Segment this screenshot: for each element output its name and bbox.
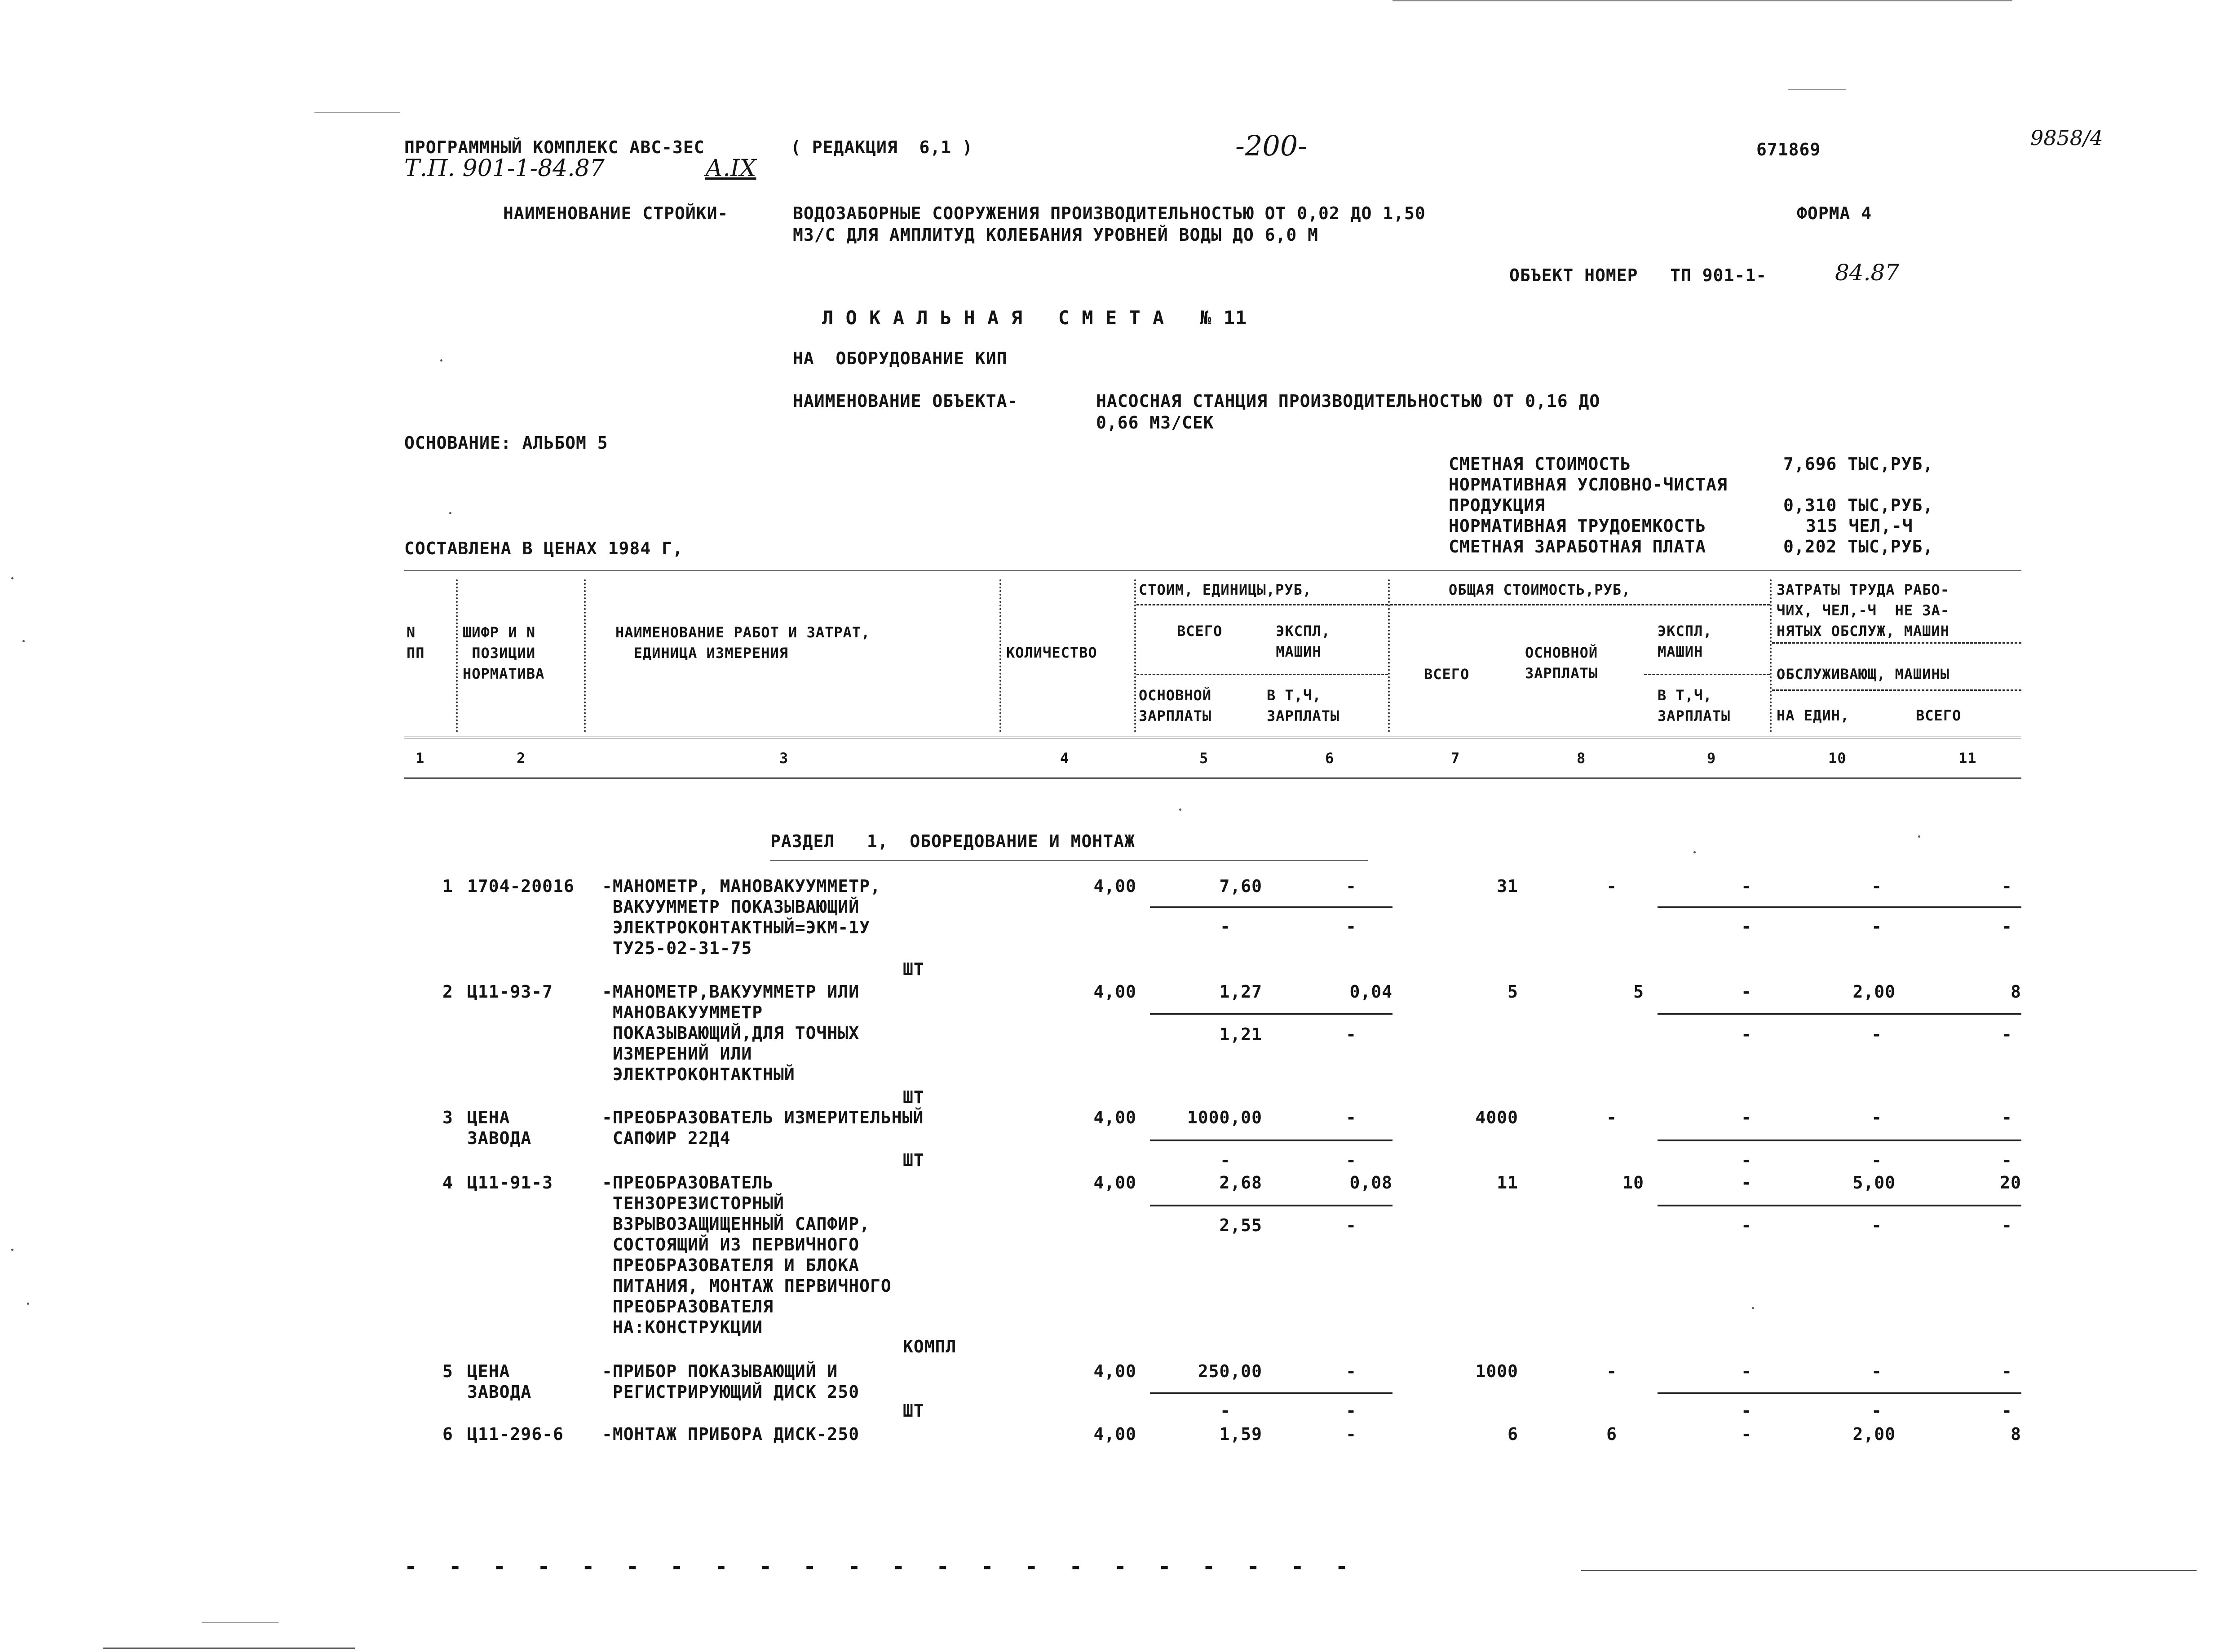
scan-edge-line bbox=[1392, 0, 2012, 1]
row-unit-machine-wages: - bbox=[1346, 1025, 1357, 1044]
stroika-label: НАИМЕНОВАНИЕ СТРОЙКИ- bbox=[503, 203, 729, 223]
row-labor-per-unit: 5,00 bbox=[1852, 1173, 1896, 1193]
row-unit-machine-wages: - bbox=[1346, 917, 1357, 936]
rule bbox=[1136, 604, 1388, 605]
row-total: 4000 bbox=[1475, 1108, 1518, 1127]
row-labor-total: 20 bbox=[2000, 1173, 2021, 1193]
summary-label: СМЕТНАЯ СТОИМОСТЬ bbox=[1449, 454, 1631, 474]
summary-label: ПРОДУКЦИЯ bbox=[1449, 495, 1545, 515]
row-total-machines: - bbox=[1741, 982, 1752, 1002]
column-number: 9 bbox=[1707, 750, 1716, 767]
scan-speck bbox=[440, 359, 442, 362]
column-divider bbox=[1134, 579, 1136, 732]
col-header-labor-total: ВСЕГО bbox=[1916, 707, 1962, 724]
row-total: 5 bbox=[1507, 982, 1518, 1002]
row-number: 5 bbox=[442, 1361, 453, 1381]
row-unit-wages: - bbox=[1220, 917, 1231, 936]
cell-rule bbox=[1150, 1392, 1392, 1394]
row-labor-total: - bbox=[2002, 1108, 2012, 1127]
rule bbox=[1772, 642, 2021, 644]
column-divider bbox=[1770, 579, 1772, 732]
col-header-unit-machines: ЭКСПЛ, МАШИН bbox=[1276, 623, 1331, 660]
row-total-wages: - bbox=[1606, 1108, 1617, 1127]
row-number: 6 bbox=[442, 1424, 453, 1444]
cell-rule bbox=[1150, 1205, 1392, 1206]
row-quantity: 4,00 bbox=[1093, 1361, 1136, 1381]
row-unit-wages: - bbox=[1220, 1150, 1231, 1170]
section-underline bbox=[770, 859, 1368, 863]
scan-edge-line bbox=[1788, 89, 1846, 90]
column-divider bbox=[1388, 579, 1390, 732]
osnovanie: ОСНОВАНИЕ: АЛЬБОМ 5 bbox=[404, 433, 608, 453]
section-title: РАЗДЕЛ 1, ОБОРЕДОВАНИЕ И МОНТАЖ bbox=[770, 831, 1135, 851]
summary-value: 7,696 ТЫС,РУБ, bbox=[1783, 454, 1934, 474]
row-labor-per-unit-sub: - bbox=[1871, 1215, 1882, 1235]
cell-rule bbox=[1150, 1013, 1392, 1015]
row-total-wages: 6 bbox=[1606, 1424, 1617, 1444]
scan-speck bbox=[27, 1303, 29, 1305]
summary-label: СМЕТНАЯ ЗАРАБОТНАЯ ПЛАТА bbox=[1449, 537, 1706, 557]
rule bbox=[1644, 674, 1770, 675]
rule bbox=[1772, 689, 2021, 691]
row-unit-machine-wages: - bbox=[1346, 1401, 1357, 1421]
row-name: -МАНОМЕТР, МАНОВАКУУММЕТР, ВАКУУММЕТР ПОКАЗЫВАЮЩИЙ ЭЛЕКТРОКОНТАКТНЫЙ=ЭКМ-1У ТУ25-02-31-75 bbox=[602, 876, 881, 958]
row-total-machine-wages: - bbox=[1741, 1150, 1752, 1170]
cell-rule bbox=[1150, 1140, 1392, 1141]
footer-rule bbox=[1581, 1570, 2197, 1571]
edition: ( РЕДАКЦИЯ 6,1 ) bbox=[791, 137, 973, 157]
scan-speck bbox=[1693, 851, 1696, 853]
row-unit-machines: - bbox=[1346, 876, 1357, 896]
row-quantity: 4,00 bbox=[1093, 1424, 1136, 1444]
row-labor-per-unit-sub: - bbox=[1871, 917, 1882, 936]
stroika-line-2: М3/С ДЛЯ АМПЛИТУД КОЛЕБАНИЯ УРОВНЕЙ ВОДЫ ДО 6,0 М bbox=[793, 225, 1319, 245]
row-total-machines: - bbox=[1741, 1173, 1752, 1193]
col-header-unit-machine-wages: В Т,Ч, ЗАРПЛАТЫ bbox=[1267, 687, 1340, 724]
object-name-line-2: 0,66 М3/СЕК bbox=[1096, 413, 1214, 433]
row-total-wages: 10 bbox=[1622, 1173, 1644, 1193]
row-unit-machines: - bbox=[1346, 1424, 1357, 1444]
prices-year: СОСТАВЛЕНА В ЦЕНАХ 1984 Г, bbox=[404, 539, 683, 558]
page-number: -200- bbox=[1235, 129, 1308, 162]
row-total-machines: - bbox=[1741, 876, 1752, 896]
column-number: 1 bbox=[416, 750, 425, 767]
scan-speck bbox=[11, 1249, 13, 1251]
scan-edge-line bbox=[202, 1622, 278, 1623]
cell-rule bbox=[1658, 906, 2021, 908]
row-code: ЦЕНА ЗАВОДА bbox=[467, 1361, 532, 1402]
cell-rule bbox=[1150, 906, 1392, 908]
column-number: 4 bbox=[1060, 750, 1070, 767]
footer-dashes: - - - - - - - - - - - - - - - - - - - - - - bbox=[404, 1554, 1350, 1579]
row-unit: ШТ bbox=[903, 959, 924, 979]
row-unit-machine-wages: - bbox=[1346, 1215, 1357, 1235]
scan-edge-line bbox=[103, 1648, 355, 1649]
handwritten-album: А.IX bbox=[705, 155, 756, 182]
col-header-labor-sub: ОБСЛУЖИВАЮЩ, МАШИНЫ bbox=[1777, 666, 1950, 683]
row-number: 2 bbox=[442, 982, 453, 1002]
col-header-unit-wages: ОСНОВНОЙ ЗАРПЛАТЫ bbox=[1139, 687, 1212, 724]
row-unit: ШТ bbox=[903, 1087, 924, 1107]
row-unit-machines: - bbox=[1346, 1108, 1357, 1127]
row-total-machine-wages: - bbox=[1741, 917, 1752, 936]
summary-value: 0,310 ТЫС,РУБ, bbox=[1783, 495, 1934, 515]
col-group-total-cost: ОБЩАЯ СТОИМОСТЬ,РУБ, bbox=[1449, 581, 1631, 598]
row-labor-total-sub: - bbox=[2002, 1401, 2012, 1421]
object-number-label: ОБЪЕКТ НОМЕР ТП 901-1- bbox=[1509, 265, 1767, 285]
rule bbox=[1390, 604, 1770, 605]
row-labor-total: 8 bbox=[2011, 1424, 2021, 1444]
row-quantity: 4,00 bbox=[1093, 982, 1136, 1002]
summary-label: НОРМАТИВНАЯ ТРУДОЕМКОСТЬ bbox=[1449, 516, 1706, 536]
scan-speck bbox=[449, 512, 451, 514]
document-id: 671869 bbox=[1756, 140, 1821, 159]
column-divider bbox=[584, 579, 586, 732]
row-labor-total-sub: - bbox=[2002, 1215, 2012, 1235]
scan-speck bbox=[11, 577, 13, 579]
row-total-machines: - bbox=[1741, 1361, 1752, 1381]
col-header-total-machines: ЭКСПЛ, МАШИН bbox=[1658, 623, 1712, 660]
row-code: 1704-20016 bbox=[467, 876, 575, 896]
handwritten-tp: Т.П. 901-1-84.87 bbox=[404, 155, 605, 182]
col-header-quantity: КОЛИЧЕСТВО bbox=[1006, 644, 1097, 661]
row-labor-per-unit-sub: - bbox=[1871, 1025, 1882, 1044]
row-quantity: 4,00 bbox=[1093, 1173, 1136, 1193]
col-header-total-wages: ОСНОВНОЙ ЗАРПЛАТЫ bbox=[1525, 644, 1598, 682]
row-total-machines: - bbox=[1741, 1424, 1752, 1444]
summary-value: 0,202 ТЫС,РУБ, bbox=[1783, 537, 1934, 557]
row-labor-per-unit-sub: - bbox=[1871, 1150, 1882, 1170]
row-total: 31 bbox=[1497, 876, 1518, 896]
col-header-total-machine-wages: В Т,Ч, ЗАРПЛАТЫ bbox=[1658, 687, 1731, 724]
row-name: -МОНТАЖ ПРИБОРА ДИСК-250 bbox=[602, 1424, 860, 1444]
scan-speck bbox=[1918, 835, 1920, 838]
row-name: -МАНОМЕТР,ВАКУУММЕТР ИЛИ МАНОВАКУУММЕТР ПОКАЗЫВАЮЩИЙ,ДЛЯ ТОЧНЫХ ИЗМЕРЕНИЙ ИЛИ ЭЛЕКТРОКОНТАКТНЫЙ bbox=[602, 982, 860, 1084]
row-labor-per-unit: 2,00 bbox=[1852, 982, 1896, 1002]
row-code: Ц11-296-6 bbox=[467, 1424, 564, 1444]
rule bbox=[1136, 674, 1388, 675]
cell-rule bbox=[1658, 1205, 2021, 1206]
row-total: 1000 bbox=[1475, 1361, 1518, 1381]
row-unit-wages: - bbox=[1220, 1401, 1231, 1421]
document-subtitle: НА ОБОРУДОВАНИЕ КИП bbox=[793, 349, 1008, 368]
table-header-rule bbox=[404, 737, 2021, 741]
row-number: 4 bbox=[442, 1173, 453, 1193]
document-title: Л О К А Л Ь Н А Я С М Е Т А № 11 bbox=[822, 307, 1247, 329]
col-header-total: ВСЕГО bbox=[1424, 666, 1470, 683]
row-unit-machines: 0,08 bbox=[1349, 1173, 1392, 1193]
row-code: Ц11-93-7 bbox=[467, 982, 553, 1002]
program-name: ПРОГРАММНЫЙ КОМПЛЕКС АВС-3ЕС bbox=[404, 137, 705, 157]
row-labor-total: - bbox=[2002, 876, 2012, 896]
row-unit-wages: 2,55 bbox=[1219, 1215, 1262, 1235]
row-labor-per-unit: - bbox=[1871, 876, 1882, 896]
table-top-rule bbox=[404, 570, 2021, 575]
row-unit-cost: 250,00 bbox=[1198, 1361, 1262, 1381]
row-labor-total: 8 bbox=[2011, 982, 2021, 1002]
scan-speck bbox=[1752, 1307, 1754, 1309]
cell-rule bbox=[1658, 1013, 2021, 1015]
column-number: 8 bbox=[1577, 750, 1586, 767]
column-number: 10 bbox=[1828, 750, 1847, 767]
col-group-labor: ЗАТРАТЫ ТРУДА РАБО- ЧИХ, ЧЕЛ,-Ч НЕ ЗА- НЯТЫХ ОБСЛУЖ, МАШИН bbox=[1777, 581, 1950, 640]
scan-edge-line bbox=[314, 112, 400, 113]
row-unit-cost: 1,27 bbox=[1219, 982, 1262, 1002]
row-code: Ц11-91-3 bbox=[467, 1173, 553, 1193]
row-unit-cost: 1000,00 bbox=[1187, 1108, 1262, 1127]
table-columns-rule bbox=[404, 777, 2021, 782]
col-header-code: ШИФР И N ПОЗИЦИИ НОРМАТИВА bbox=[463, 624, 545, 682]
row-total-machines: - bbox=[1741, 1108, 1752, 1127]
row-name: -ПРЕОБРАЗОВАТЕЛЬ ИЗМЕРИТЕЛЬНЫЙ САПФИР 22Д4 bbox=[602, 1108, 924, 1148]
row-total: 11 bbox=[1497, 1173, 1518, 1193]
row-total-machine-wages: - bbox=[1741, 1025, 1752, 1044]
row-total-wages: - bbox=[1606, 1361, 1617, 1381]
row-labor-total: - bbox=[2002, 1361, 2012, 1381]
row-labor-total-sub: - bbox=[2002, 917, 2012, 936]
row-labor-total-sub: - bbox=[2002, 1025, 2012, 1044]
column-divider bbox=[456, 579, 458, 732]
row-number: 1 bbox=[442, 876, 453, 896]
summary-value: 315 ЧЕЛ,-Ч bbox=[1806, 516, 1913, 536]
object-name-line-1: НАСОСНАЯ СТАНЦИЯ ПРОИЗВОДИТЕЛЬНОСТЬЮ ОТ 0,16 ДО bbox=[1096, 391, 1600, 411]
column-number: 6 bbox=[1325, 750, 1335, 767]
object-name-label: НАИМЕНОВАНИЕ ОБЪЕКТА- bbox=[793, 391, 1018, 411]
row-quantity: 4,00 bbox=[1093, 1108, 1136, 1127]
row-quantity: 4,00 bbox=[1093, 876, 1136, 896]
corner-note: 9858/4 bbox=[2030, 126, 2103, 150]
col-group-unit-cost: СТОИМ, ЕДИНИЦЫ,РУБ, bbox=[1139, 581, 1312, 598]
row-unit-cost: 1,59 bbox=[1219, 1424, 1262, 1444]
row-total-machine-wages: - bbox=[1741, 1401, 1752, 1421]
column-number: 7 bbox=[1451, 750, 1460, 767]
row-unit-machines: 0,04 bbox=[1349, 982, 1392, 1002]
row-name: -ПРИБОР ПОКАЗЫВАЮЩИЙ И РЕГИСТРИРУЮЩИЙ ДИСК 250 bbox=[602, 1361, 860, 1402]
column-number: 11 bbox=[1958, 750, 1977, 767]
row-unit: ШТ bbox=[903, 1150, 924, 1170]
row-unit-machine-wages: - bbox=[1346, 1150, 1357, 1170]
scan-speck bbox=[22, 640, 25, 642]
forma: ФОРМА 4 bbox=[1797, 203, 1872, 223]
row-code: ЦЕНА ЗАВОДА bbox=[467, 1108, 532, 1148]
row-unit: ШТ bbox=[903, 1401, 924, 1421]
cell-rule bbox=[1658, 1392, 2021, 1394]
row-labor-per-unit: - bbox=[1871, 1108, 1882, 1127]
row-total-machine-wages: - bbox=[1741, 1215, 1752, 1235]
row-unit-machines: - bbox=[1346, 1361, 1357, 1381]
row-number: 3 bbox=[442, 1108, 453, 1127]
row-total-wages: - bbox=[1606, 876, 1617, 896]
row-labor-per-unit: 2,00 bbox=[1852, 1424, 1896, 1444]
scan-speck bbox=[1179, 808, 1181, 811]
row-unit-cost: 7,60 bbox=[1219, 876, 1262, 896]
row-total: 6 bbox=[1507, 1424, 1518, 1444]
row-unit: КОМПЛ bbox=[903, 1337, 957, 1356]
row-total-wages: 5 bbox=[1633, 982, 1644, 1002]
col-header-name: НАИМЕНОВАНИЕ РАБОТ И ЗАТРАТ, ЕДИНИЦА ИЗМЕРЕНИЯ bbox=[615, 624, 871, 662]
row-labor-total-sub: - bbox=[2002, 1150, 2012, 1170]
stroika-line-1: ВОДОЗАБОРНЫЕ СООРУЖЕНИЯ ПРОИЗВОДИТЕЛЬНОСТЬЮ ОТ 0,02 ДО 1,50 bbox=[793, 203, 1426, 223]
row-unit-wages: 1,21 bbox=[1219, 1025, 1262, 1044]
column-number: 2 bbox=[517, 750, 526, 767]
row-unit-cost: 2,68 bbox=[1219, 1173, 1262, 1193]
object-number-handwritten: 84.87 bbox=[1835, 260, 1900, 286]
column-number: 5 bbox=[1199, 750, 1209, 767]
cell-rule bbox=[1658, 1140, 2021, 1141]
row-name: -ПРЕОБРАЗОВАТЕЛЬ ТЕНЗОРЕЗИСТОРНЫЙ ВЗРЫВОЗАЩИЩЕННЫЙ САПФИР, СОСТОЯЩИЙ ИЗ ПЕРВИЧНОГО ПРЕОБРАЗОВАТЕЛЯ И БЛОКА ПИТАНИЯ, МОНТАЖ ПЕРВИЧНОГО ПРЕОБРАЗОВАТЕЛЯ НА:КОНСТРУКЦИИ bbox=[602, 1173, 892, 1337]
column-number: 3 bbox=[779, 750, 789, 767]
col-header-unit-total: ВСЕГО bbox=[1177, 623, 1223, 640]
col-header-n: N ПП bbox=[407, 624, 425, 662]
col-header-labor-per-unit: НА ЕДИН, bbox=[1777, 707, 1850, 724]
column-divider bbox=[999, 579, 1001, 732]
summary-label: НОРМАТИВНАЯ УСЛОВНО-ЧИСТАЯ bbox=[1449, 475, 1728, 495]
row-labor-per-unit-sub: - bbox=[1871, 1401, 1882, 1421]
row-labor-per-unit: - bbox=[1871, 1361, 1882, 1381]
